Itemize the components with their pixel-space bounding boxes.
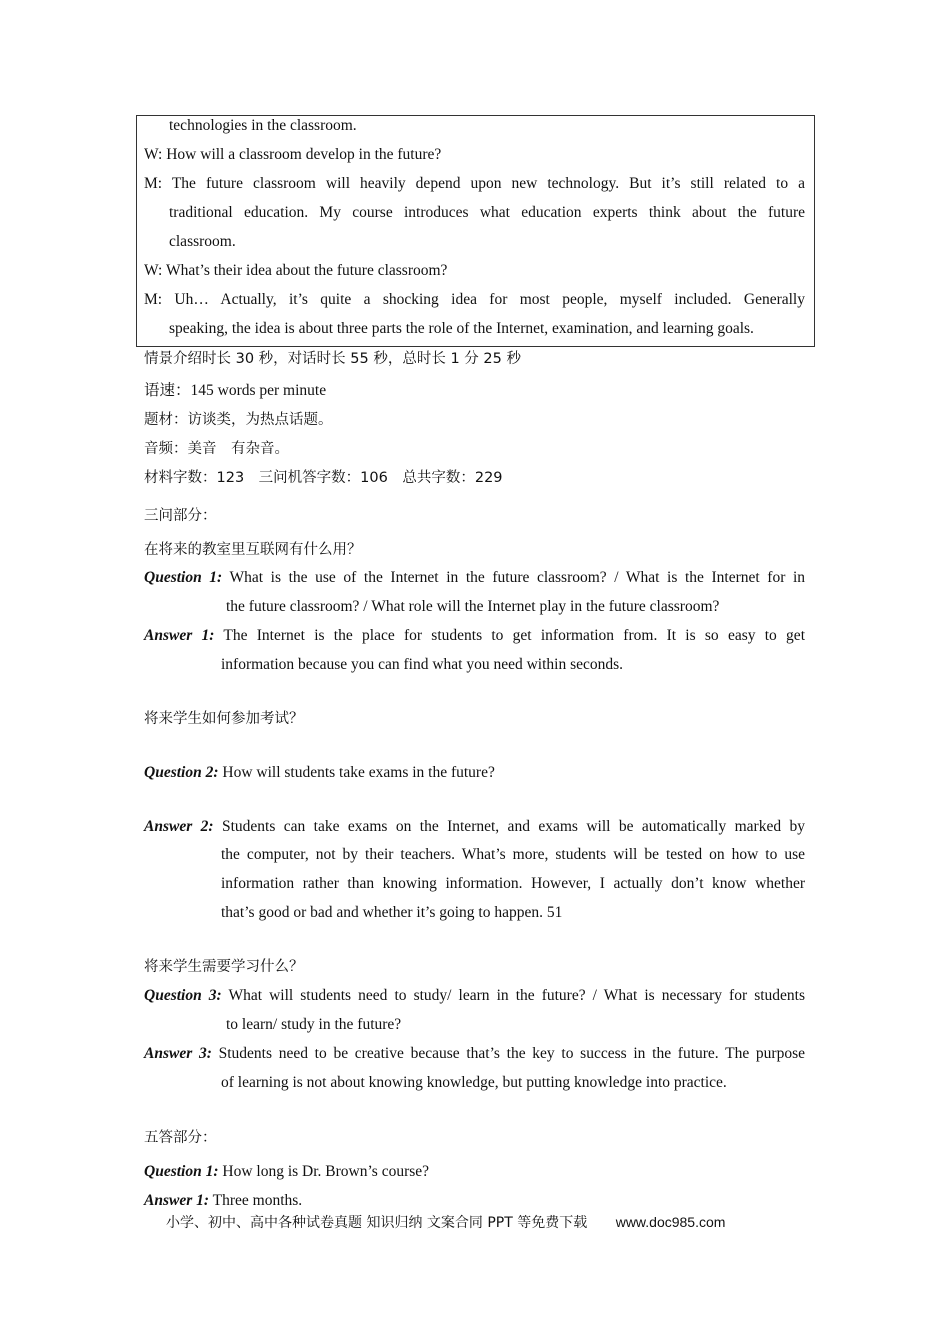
info-wordcount: 材料字数：123 三问机答字数：106 总共字数：229 [144, 470, 503, 486]
footer [166, 1212, 725, 1232]
answer-line [144, 1044, 805, 1064]
question-label: Question 3: [144, 987, 222, 1004]
footer-url-link[interactable]: www.doc985.com [615, 1214, 726, 1230]
question-cn: 在将来的教室里互联网有什么用？ [144, 542, 362, 558]
answer-line: the computer, not by their teachers. What’s more, students will be tested on how to use [221, 846, 805, 863]
question-line [144, 1162, 429, 1182]
question-text: What is the use of the Internet in the future classroom? / What is the Internet for in [222, 569, 806, 586]
answer-text: Three months. [209, 1192, 303, 1209]
question-line: the future classroom? / What role will the Internet play in the future classroom? [226, 598, 720, 615]
question-label: Question 1: [144, 1163, 219, 1180]
transcript-line: M: The future classroom will heavily depend upon new technology. But it’s still related to a [144, 175, 805, 192]
info-speed: 语速：145 words per minute [144, 382, 327, 399]
answer-line: of learning is not about knowing knowledge, but putting knowledge into practice. [221, 1074, 727, 1091]
answer-line [144, 817, 805, 837]
section-heading-five-answers: 五答部分： [144, 1130, 217, 1146]
answer-label: Answer 2: [144, 818, 214, 835]
transcript-line: M: Uh… Actually, it’s quite a shocking idea for most people, myself included. Generally [144, 291, 805, 308]
answer-line: information because you can find what you need within seconds. [221, 656, 624, 673]
answer-text: Students can take exams on the Internet, and exams will be automatically marked by [213, 818, 805, 835]
answer-label: Answer 1: [144, 627, 215, 644]
question-text: How long is Dr. Brown’s course? [218, 1163, 430, 1180]
answer-line [144, 1191, 302, 1211]
question-label: Question 1: [144, 569, 223, 586]
question-label: Question 2: [144, 764, 219, 781]
question-text: What will students need to study/ learn in the future? / What is necessary for students [221, 987, 806, 1004]
transcript-line: W: What’s their idea about the future classroom? [144, 262, 448, 279]
question-text: How will students take exams in the future? [218, 764, 495, 781]
answer-text: The Internet is the place for students to get information from. It is so easy to get [214, 627, 805, 644]
answer-line: information rather than knowing information. However, I actually don’t know whether [221, 875, 805, 892]
info-duration: 情景介绍时长 30 秒，对话时长 55 秒，总时长 1 分 25 秒 [144, 351, 521, 367]
info-topic: 题材：访谈类，为热点话题。 [144, 412, 333, 428]
question-line: to learn/ study in the future? [226, 1016, 402, 1033]
answer-label: Answer 1: [144, 1192, 210, 1209]
transcript-line: classroom. [169, 233, 236, 250]
footer-text: 小学、初中、高中各种试卷真题 知识归纳 文案合同 PPT 等免费下载 [166, 1215, 588, 1231]
transcript-line: technologies in the classroom. [169, 117, 357, 134]
answer-text: Students need to be creative because that’s the key to success in the future. The purpose [211, 1045, 805, 1062]
section-heading-three-questions: 三问部分： [144, 508, 217, 524]
question-line [144, 568, 805, 588]
transcript-line: W: How will a classroom develop in the future? [144, 146, 442, 163]
transcript-line: speaking, the idea is about three parts the role of the Internet, examination, and learning goals. [169, 320, 754, 337]
answer-line: that’s good or bad and whether it’s going to happen. 51 [221, 904, 563, 921]
question-line [144, 763, 495, 783]
answer-label: Answer 3: [144, 1045, 212, 1062]
question-line [144, 986, 805, 1006]
answer-line [144, 626, 805, 646]
question-cn: 将来学生如何参加考试？ [144, 711, 304, 727]
transcript-line: traditional education. My course introduces what education experts think about the future [169, 204, 805, 221]
info-audio: 音频：美音 有杂音。 [144, 441, 289, 457]
question-cn: 将来学生需要学习什么？ [144, 959, 304, 975]
